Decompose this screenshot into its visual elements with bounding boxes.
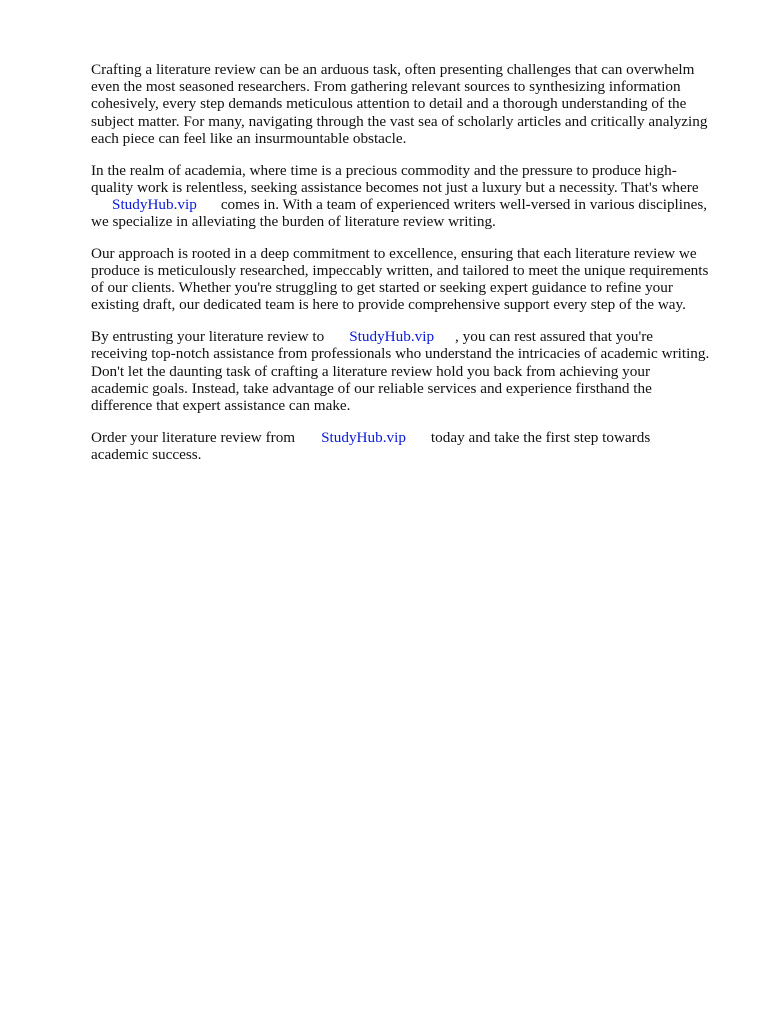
paragraph-text: , you can rest assured that you're <box>455 328 654 346</box>
paragraph-text: Order your literature review from <box>91 428 296 446</box>
paragraph-line: academic success. <box>91 445 202 463</box>
paragraph-line: quality work is relentless, seeking assistance becomes not just a luxury but a necessity. That's where <box>91 178 699 196</box>
paragraph-line: Our approach is rooted in a deep commitment to excellence, ensuring that each literature review we <box>91 244 697 262</box>
paragraph-line: each piece can feel like an insurmountable obstacle. <box>91 129 407 147</box>
paragraph-line: receiving top-notch assistance from professionals who understand the intricacies of academic writing. <box>91 345 710 363</box>
paragraph-line: existing draft, our dedicated team is here to provide comprehensive support every step of the way. <box>91 296 686 314</box>
paragraph-4 <box>91 328 731 414</box>
paragraph-line: even the most seasoned researchers. From gathering relevant sources to synthesizing information <box>91 78 681 96</box>
document-body <box>91 61 731 478</box>
paragraph-line: we specialize in alleviating the burden of literature review writing. <box>91 213 496 231</box>
paragraph-line: Crafting a literature review can be an arduous task, often presenting challenges that can overwhelm <box>91 61 695 78</box>
paragraph-text: comes in. With a team of experienced writers well-versed in various disciplines, <box>220 195 708 213</box>
studyhub-link[interactable]: StudyHub.vip <box>321 428 406 446</box>
paragraph-2 <box>91 162 731 231</box>
paragraph-line: difference that expert assistance can make. <box>91 396 351 414</box>
paragraph-line: academic goals. Instead, take advantage of our reliable services and experience firsthand the <box>91 379 652 397</box>
paragraph-line-with-link <box>91 328 731 345</box>
paragraph-3 <box>91 245 731 314</box>
paragraph-text: By entrusting your literature review to <box>91 328 325 346</box>
studyhub-link[interactable]: StudyHub.vip <box>349 328 435 346</box>
paragraph-5 <box>91 429 731 463</box>
paragraph-line: cohesively, every step demands meticulous attention to detail and a thorough understanding of the <box>91 95 687 113</box>
paragraph-line-with-link <box>91 196 731 213</box>
paragraph-line: subject matter. For many, navigating through the vast sea of scholarly articles and critically analyzing <box>91 112 708 130</box>
paragraph-line: of our clients. Whether you're struggling to get started or seeking expert guidance to refine your <box>91 279 673 297</box>
paragraph-line: In the realm of academia, where time is a precious commodity and the pressure to produce high- <box>91 161 677 179</box>
paragraph-text: today and take the first step towards <box>430 428 651 446</box>
studyhub-link[interactable]: StudyHub.vip <box>112 195 197 213</box>
paragraph-1 <box>91 61 731 147</box>
paragraph-line-with-link <box>91 429 731 446</box>
paragraph-line: produce is meticulously researched, impeccably written, and tailored to meet the unique requirements <box>91 262 709 280</box>
paragraph-line: Don't let the daunting task of crafting a literature review hold you back from achieving your <box>91 362 651 380</box>
